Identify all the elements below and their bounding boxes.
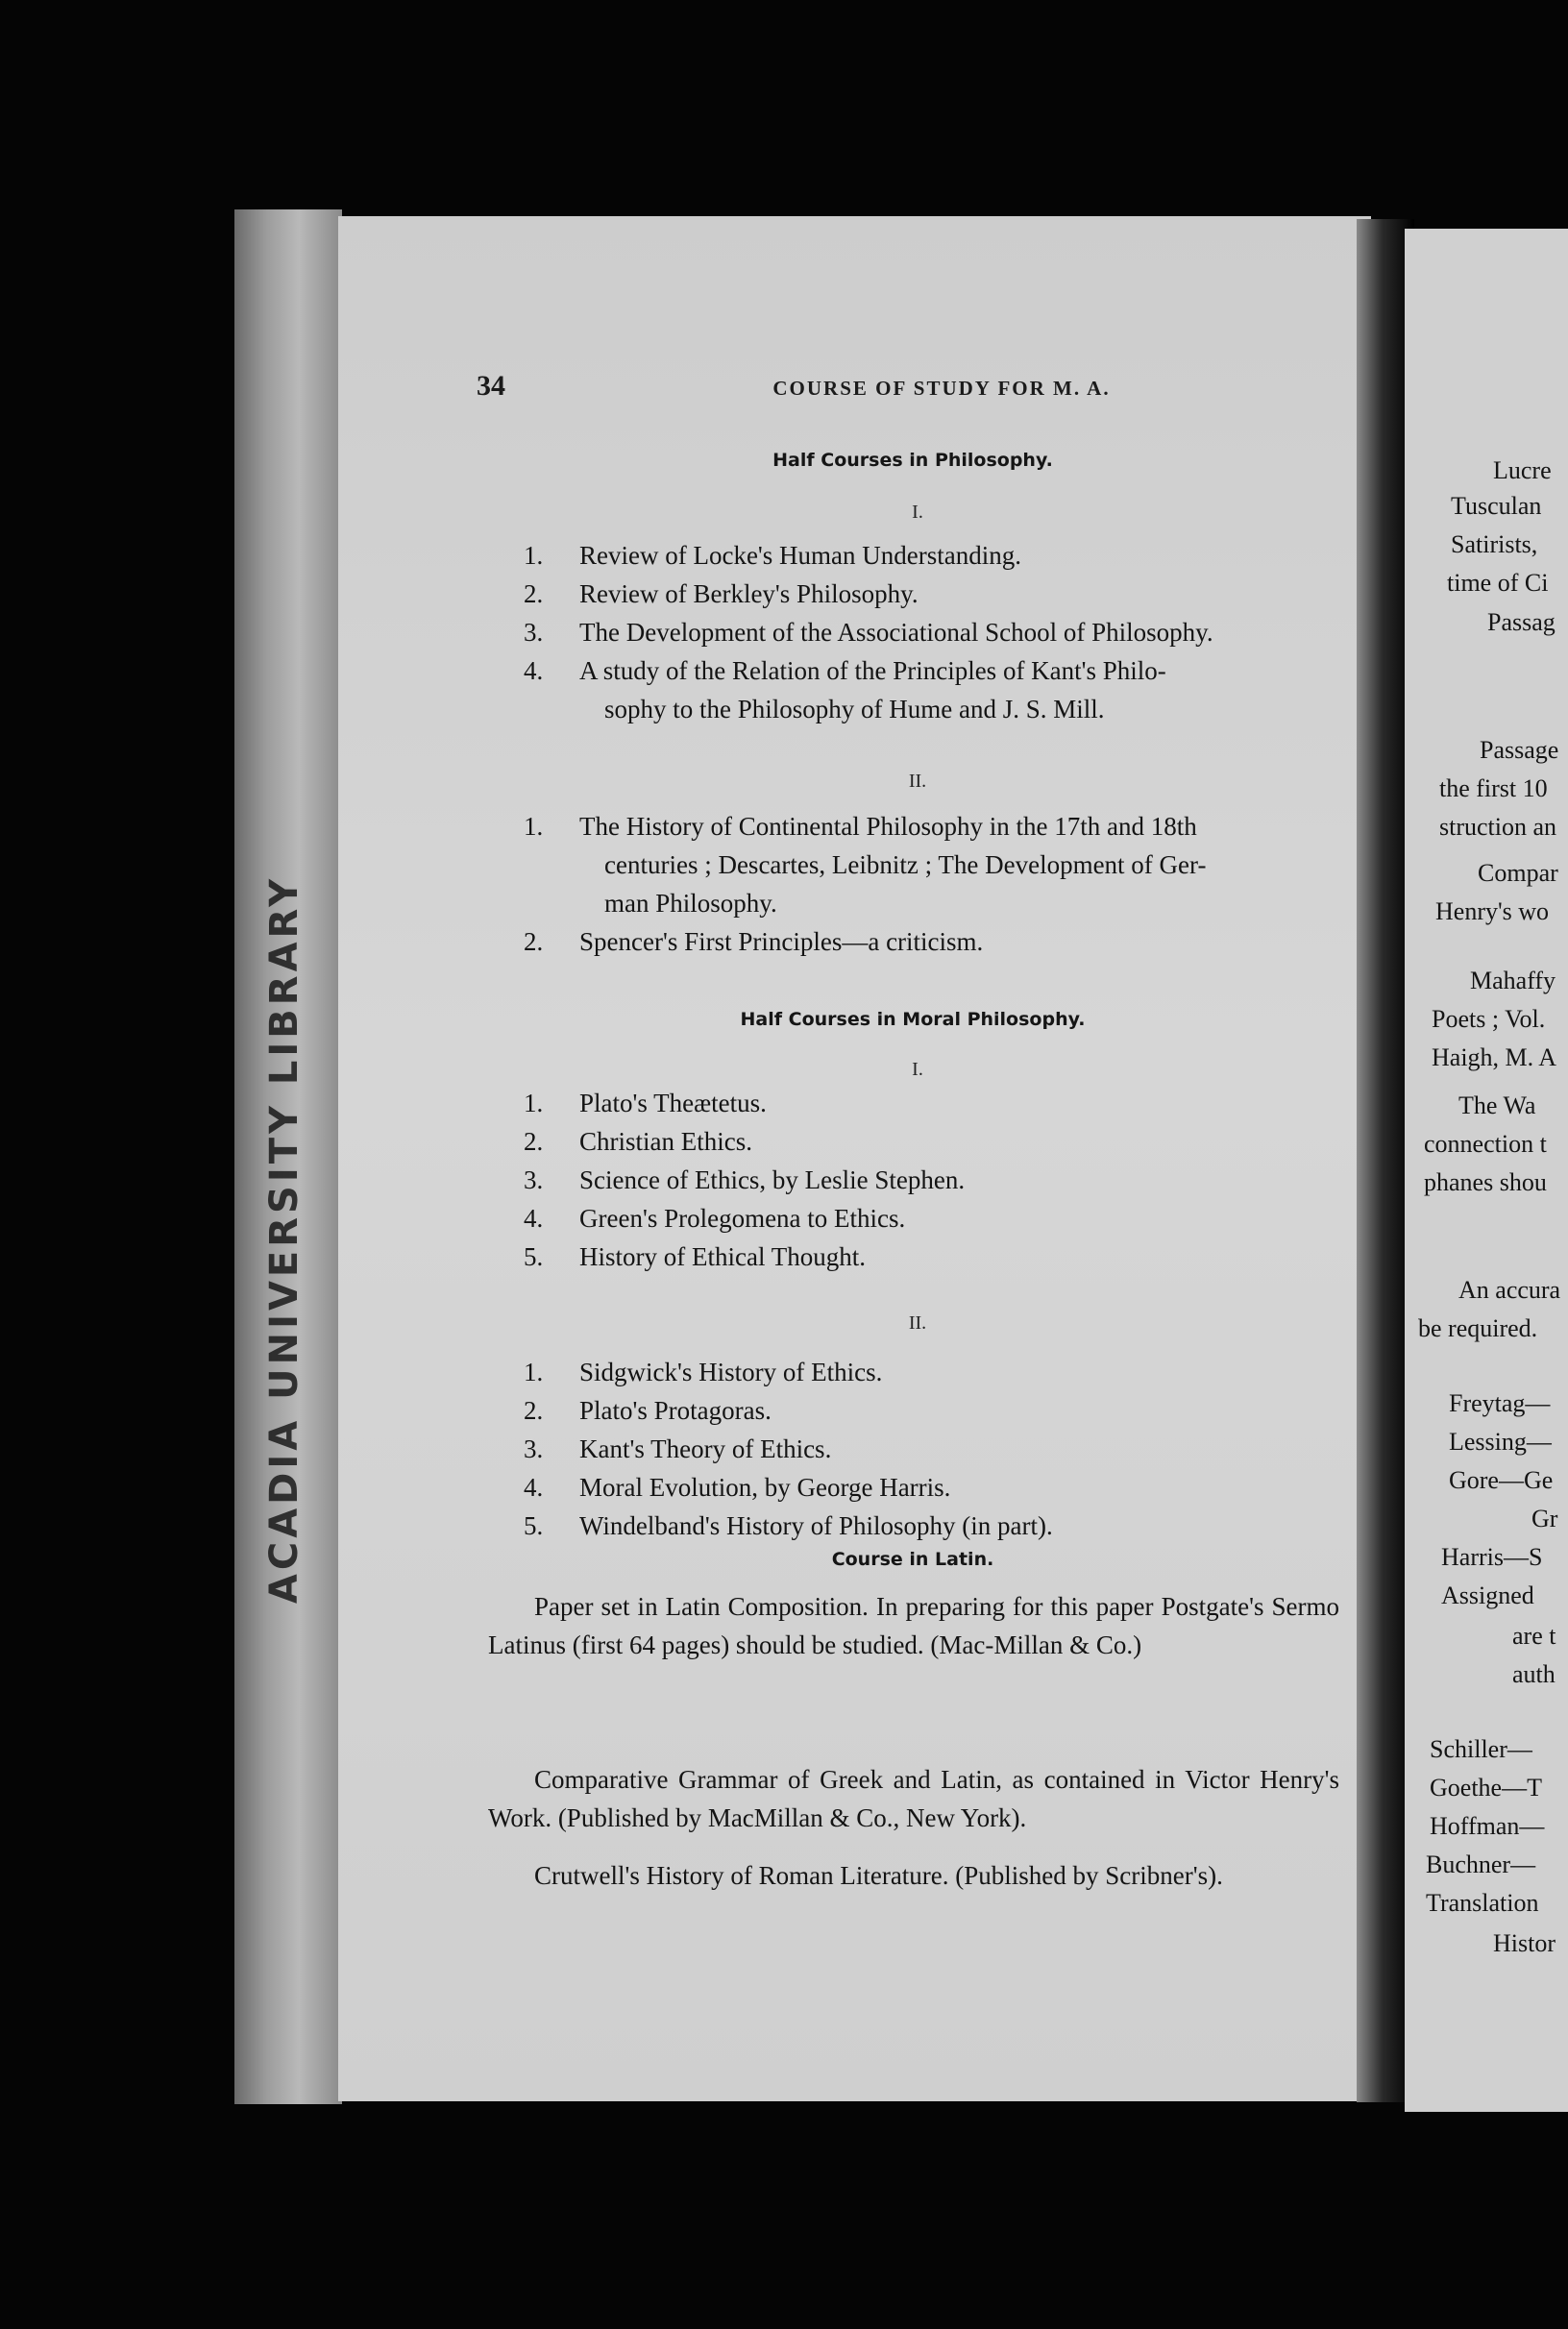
- right-page-fragment: Translation: [1426, 1889, 1539, 1917]
- item-text-continuation: sophy to the Philosophy of Hume and J. S. Mill.: [604, 695, 1105, 723]
- right-page-fragment: Passage: [1480, 736, 1559, 764]
- item-text: Spencer's First Principles—a criticism.: [579, 927, 984, 956]
- item-text: The Development of the Associational School of Philosophy.: [579, 618, 1213, 647]
- item-text: Sidgwick's History of Ethics.: [579, 1358, 883, 1386]
- right-page-fragment: Gr: [1531, 1505, 1558, 1532]
- item-number: 4.: [524, 1473, 544, 1502]
- right-page-fragment: Schiller—: [1430, 1735, 1532, 1763]
- right-page-fragment: Harris—S: [1441, 1543, 1543, 1571]
- right-page: [1405, 229, 1568, 2112]
- right-page-fragment: Gore—Ge: [1449, 1466, 1554, 1494]
- section-heading-philosophy: Half Courses in Philosophy.: [772, 450, 1053, 471]
- group-label: I.: [912, 502, 923, 523]
- item-text: The History of Continental Philosophy in the 17th and 18th: [579, 812, 1197, 841]
- page-number: 34: [477, 370, 505, 402]
- right-page-fragment: are t: [1512, 1622, 1556, 1650]
- item-text: A study of the Relation of the Principles of Kant's Philo-: [579, 656, 1166, 685]
- item-text: Review of Locke's Human Understanding.: [579, 541, 1022, 570]
- right-page-fragment: Haigh, M. A: [1432, 1043, 1556, 1071]
- right-page-fragment: Poets ; Vol.: [1432, 1005, 1546, 1033]
- item-number: 2.: [524, 1127, 544, 1156]
- item-text: Plato's Protagoras.: [579, 1396, 772, 1425]
- item-number: 1.: [524, 812, 544, 841]
- item-number: 5.: [524, 1511, 544, 1540]
- item-text-wrapper: [579, 651, 1348, 728]
- item-number: 4.: [524, 1204, 544, 1233]
- item-text-continuation: man Philosophy.: [604, 889, 777, 918]
- group-label: I.: [912, 1059, 923, 1080]
- right-page-fragment: Lessing—: [1449, 1428, 1552, 1456]
- right-page-fragment: Compar: [1478, 859, 1558, 887]
- right-page-fragment: the first 10: [1439, 774, 1548, 802]
- latin-paragraph: Comparative Grammar of Greek and Latin, as contained in Victor Henry's Work. (Published by MacMillan & Co., New York).: [488, 1765, 1339, 1832]
- latin-paragraph: Paper set in Latin Composition. In preparing for this paper Postgate's Sermo Latinus (first 64 pages) should be studied. (Mac-Millan & Co.): [488, 1592, 1339, 1659]
- right-page-fragment: Mahaffy: [1470, 967, 1556, 994]
- right-page-fragment: auth: [1512, 1660, 1556, 1688]
- item-number: 3.: [524, 1434, 544, 1463]
- item-number: 2.: [524, 579, 544, 608]
- item-text-continuation: centuries ; Descartes, Leibnitz ; The Development of Ger-: [604, 850, 1207, 879]
- right-page-fragment: Satirists,: [1451, 530, 1538, 558]
- item-number: 3.: [524, 618, 544, 647]
- right-page-fragment: The Wa: [1458, 1091, 1536, 1119]
- right-page-fragment: Hoffman—: [1430, 1812, 1545, 1840]
- item-number: 3.: [524, 1165, 544, 1194]
- item-text: Science of Ethics, by Leslie Stephen.: [579, 1165, 966, 1194]
- right-page-fragment: time of Ci: [1447, 569, 1549, 597]
- right-page-fragment: Goethe—T: [1430, 1774, 1542, 1802]
- right-page-fragment: Henry's wo: [1435, 897, 1550, 925]
- item-number: 1.: [524, 541, 544, 570]
- item-number: 2.: [524, 1396, 544, 1425]
- item-text: Moral Evolution, by George Harris.: [579, 1473, 951, 1502]
- right-page-fragment: Freytag—: [1449, 1389, 1551, 1417]
- item-text-wrapper: [579, 807, 1348, 922]
- library-stamp: [246, 874, 323, 1605]
- library-stamp-text: ACADIA UNIVERSITY LIBRARY: [262, 874, 307, 1605]
- section-heading-moral-philosophy: Half Courses in Moral Philosophy.: [740, 1009, 1086, 1030]
- running-head: COURSE OF STUDY FOR M. A.: [772, 377, 1111, 400]
- right-page-fragment: Histor: [1493, 1929, 1556, 1957]
- item-text: Christian Ethics.: [579, 1127, 752, 1156]
- right-page-fragment: Tusculan: [1451, 492, 1542, 520]
- latin-paragraph: Crutwell's History of Roman Literature. (Published by Scribner's).: [534, 1861, 1223, 1890]
- group-label: II.: [908, 771, 927, 792]
- item-text: Review of Berkley's Philosophy.: [579, 579, 919, 608]
- right-page-fragment: connection t: [1424, 1130, 1547, 1158]
- item-text: History of Ethical Thought.: [579, 1242, 866, 1271]
- right-page-fragment: Lucre: [1493, 456, 1552, 484]
- item-number: 1.: [524, 1358, 544, 1386]
- item-text: Green's Prolegomena to Ethics.: [579, 1204, 906, 1233]
- item-number: 5.: [524, 1242, 544, 1271]
- right-page-fragment: phanes shou: [1424, 1168, 1547, 1196]
- right-page-fragment: struction an: [1439, 813, 1557, 841]
- item-number: 2.: [524, 927, 544, 956]
- item-number: 1.: [524, 1089, 544, 1117]
- item-text: Windelband's History of Philosophy (in part).: [579, 1511, 1053, 1540]
- item-text: Plato's Theætetus.: [579, 1089, 767, 1117]
- section-heading-latin: Course in Latin.: [831, 1549, 994, 1570]
- right-page-fragment: be required.: [1418, 1314, 1538, 1342]
- right-page-fragment: Assigned: [1441, 1581, 1534, 1609]
- item-text: Kant's Theory of Ethics.: [579, 1434, 832, 1463]
- group-label: II.: [908, 1312, 927, 1334]
- right-page-fragment: An accura: [1458, 1276, 1561, 1304]
- right-page-fragment: Passag: [1487, 608, 1556, 636]
- right-page-fragment: Buchner—: [1426, 1851, 1536, 1878]
- item-number: 4.: [524, 656, 544, 685]
